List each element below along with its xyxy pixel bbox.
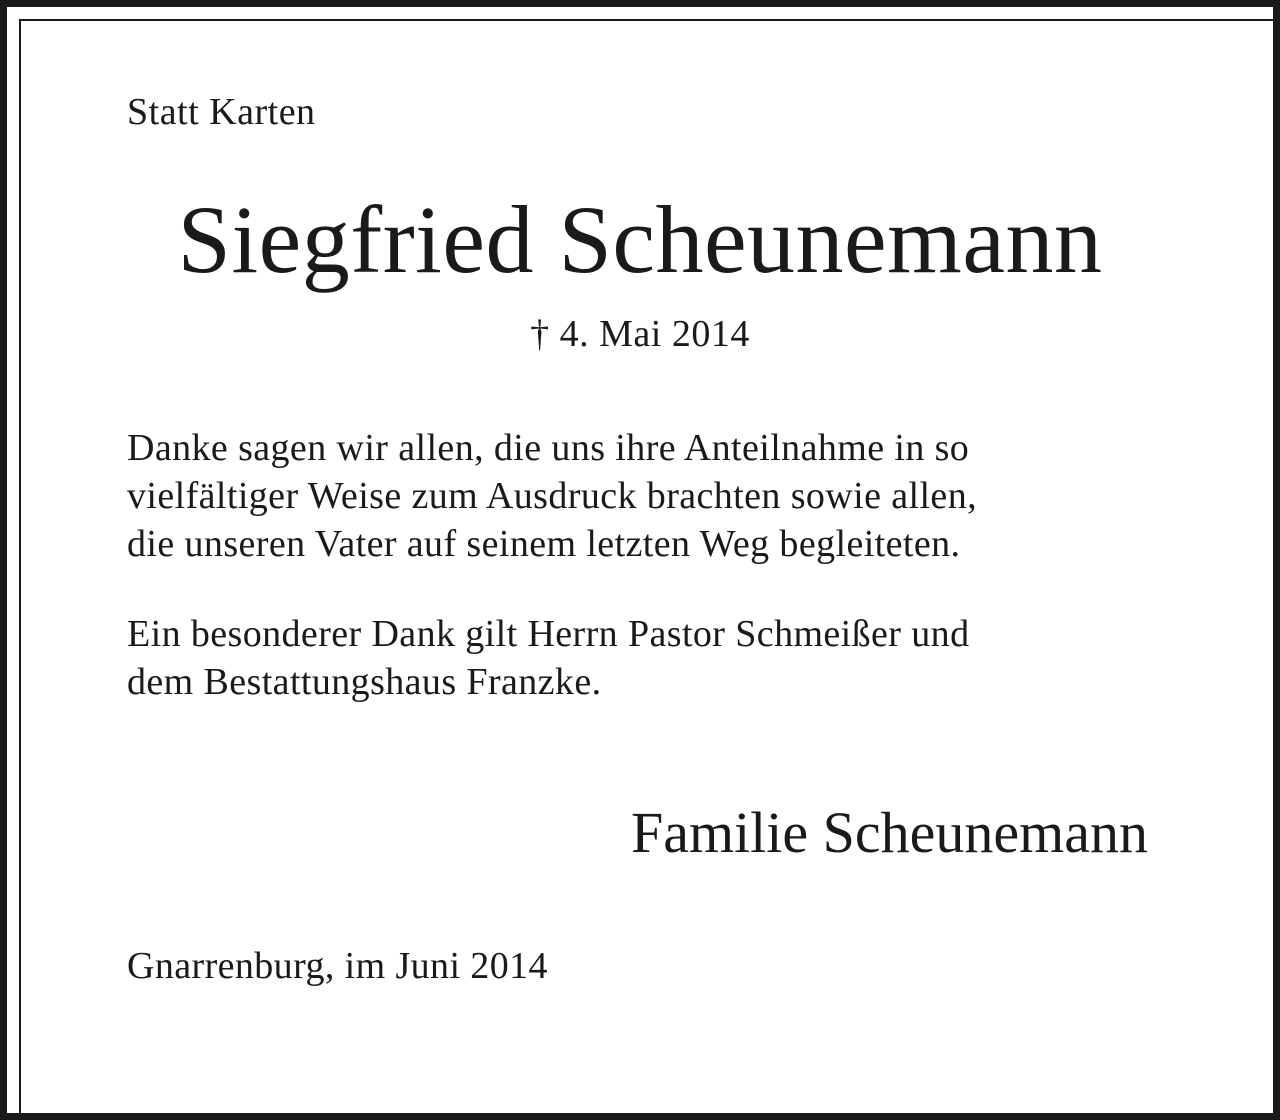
thanks-line: vielfältiger Weise zum Ausdruck brachten sowie allen, (127, 475, 978, 517)
thanks-paragraph (127, 424, 977, 568)
thanks-line: die unseren Vater auf seinem letzten Weg begleiteten. (127, 523, 961, 565)
place-and-date: Gnarrenburg, im Juni 2014 (127, 945, 548, 987)
preamble: Statt Karten (127, 91, 316, 133)
family-signature: Familie Scheunemann (630, 800, 1148, 865)
special-thanks-paragraph (127, 610, 969, 706)
special-thanks-line: dem Bestattungshaus Franzke. (127, 661, 602, 703)
deceased-name: Siegfried Scheunemann (177, 186, 1103, 293)
thanks-line: Danke sagen wir allen, die uns ihre Anteilnahme in so (127, 427, 970, 469)
death-date: † 4. Mai 2014 (530, 313, 750, 355)
special-thanks-line: Ein besonderer Dank gilt Herrn Pastor Schmeißer und (127, 613, 970, 655)
